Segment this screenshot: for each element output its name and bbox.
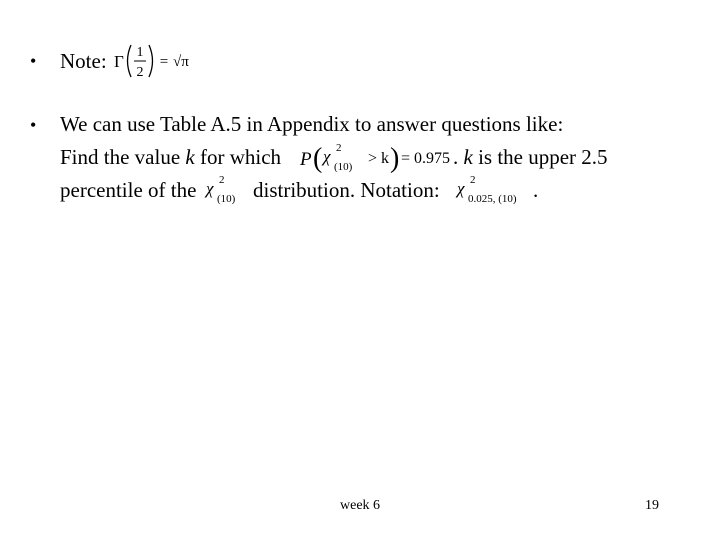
svg-text:(10): (10) xyxy=(334,161,353,173)
chi-symbol: χ xyxy=(323,147,331,166)
greater-than-k: > k xyxy=(368,150,390,167)
svg-text:P: P xyxy=(300,149,312,170)
gamma-half-formula xyxy=(112,38,202,84)
svg-text:2: 2 xyxy=(336,142,342,154)
svg-text:0.025, (10): 0.025, (10) xyxy=(468,193,517,205)
fraction-denominator: 2 xyxy=(136,65,144,80)
equals-sign: = xyxy=(159,54,169,70)
probability-formula xyxy=(296,138,456,176)
chi-square-10 xyxy=(204,172,250,206)
footer-label: week 6 xyxy=(340,498,381,513)
svg-text:): ) xyxy=(390,143,400,174)
fraction-numerator: 1 xyxy=(136,45,144,60)
variable-k: k xyxy=(185,145,195,169)
bullet-marker: • xyxy=(30,115,37,135)
svg-text:2: 2 xyxy=(219,174,225,186)
sqrt-pi: √π xyxy=(173,54,189,70)
page-number: 19 xyxy=(645,498,659,513)
chi-symbol: χ xyxy=(457,179,465,198)
svg-text:(: ( xyxy=(313,143,323,174)
svg-text:(10): (10) xyxy=(217,193,236,205)
bullet-marker: • xyxy=(30,51,37,71)
chi-symbol: χ xyxy=(206,179,214,198)
bullet2-line3-mid: distribution. Notation: xyxy=(253,178,440,202)
equals-probability: = 0.975 xyxy=(401,150,451,167)
bullet2-line3-start: percentile of the xyxy=(60,178,197,202)
svg-text:2: 2 xyxy=(470,174,476,186)
chi-square-notation xyxy=(455,172,535,206)
bullet2-line2-start: Find the value k for which xyxy=(60,145,282,169)
bullet2-line1: We can use Table A.5 in Appendix to answer questions like: xyxy=(60,112,564,136)
note-label: Note: xyxy=(60,49,107,73)
bullet2-line3-end: . xyxy=(533,178,539,202)
bullet2-line2-end: . k is the upper 2.5 xyxy=(453,145,608,169)
gamma-symbol: Γ xyxy=(114,52,124,71)
